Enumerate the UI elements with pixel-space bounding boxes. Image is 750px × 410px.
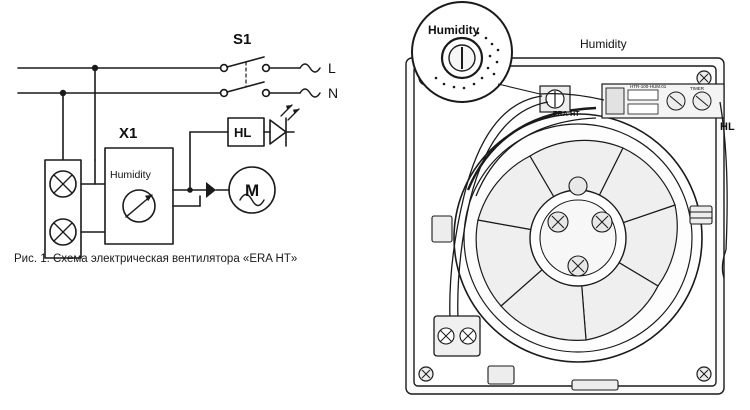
- photo-panel: [390, 0, 750, 410]
- right-mount-clip: [690, 206, 712, 224]
- callout-humidity-label: Humidity: [428, 23, 480, 37]
- ac-symbol-l: [300, 64, 320, 72]
- pcb-label-center: HTR-100-HUM.01: [630, 84, 667, 89]
- label-hl: HL: [234, 125, 252, 140]
- photo-humidity-title: Humidity: [580, 37, 627, 51]
- hub-screw-top: [569, 177, 587, 195]
- fan-assembly-svg: [390, 0, 750, 410]
- switch-contact-top-left: [221, 65, 228, 72]
- lamp-branch-dot: [187, 187, 193, 193]
- label-humidity-schematic: Humidity: [110, 169, 151, 181]
- label-m: M: [245, 181, 260, 200]
- label-x1: X1: [119, 125, 138, 142]
- pcb-chip-2: [628, 104, 658, 114]
- label-l: L: [328, 60, 336, 76]
- humidity-module-tag: ERA-HT: [553, 111, 580, 118]
- motor-lead-connector: [206, 182, 216, 198]
- pcb-label-right: TIMER: [690, 86, 704, 91]
- junction-dot-l: [92, 65, 98, 71]
- led-triangle: [270, 120, 286, 144]
- ac-symbol-n: [300, 89, 320, 97]
- pcb-connector-block: [606, 88, 624, 114]
- switch-contact-bottom-left: [221, 90, 228, 97]
- left-mount-clip: [432, 216, 452, 242]
- label-s1: S1: [233, 31, 252, 48]
- pcb-chip-1: [628, 90, 658, 100]
- bottom-mount-clip: [488, 366, 514, 384]
- photo-hl-label: HL: [720, 121, 735, 133]
- label-n: N: [328, 85, 339, 101]
- junction-dot-n: [60, 90, 66, 96]
- figure-caption: Рис. 1. Схема электрическая вентилятора «ERA HT»: [14, 253, 298, 265]
- bottom-tab: [572, 380, 618, 390]
